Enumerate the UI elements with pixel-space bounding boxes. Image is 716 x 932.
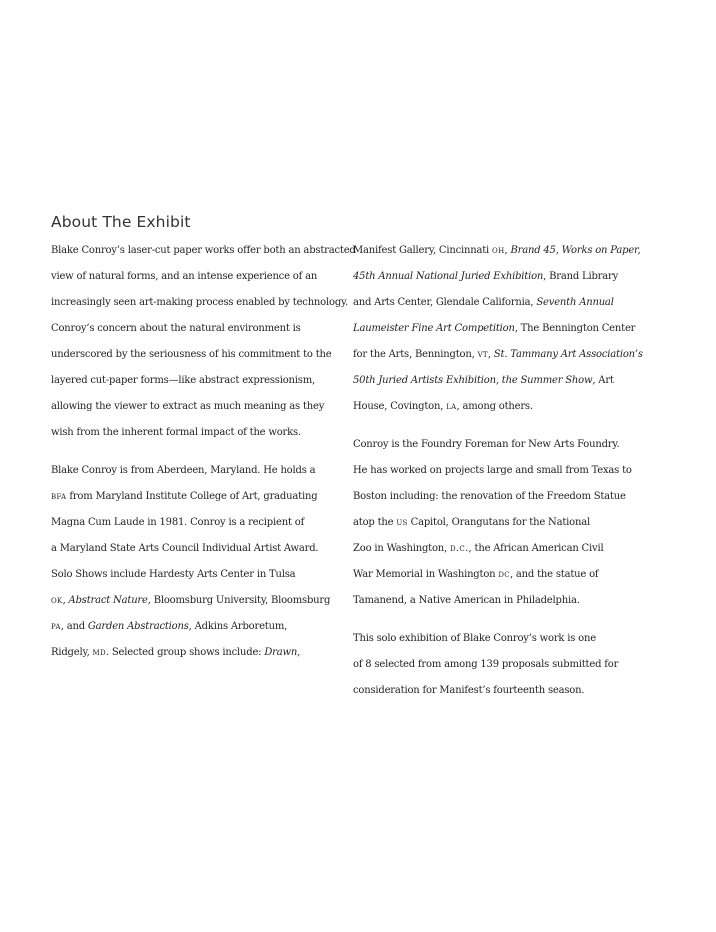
paragraph <box>51 238 356 446</box>
text-line: Blake Conroy is from Aberdeen, Maryland. He holds a <box>51 465 316 476</box>
text-line: layered cut-paper forms—like abstract expressionism, <box>51 375 315 386</box>
text-line: pa, and Garden Abstractions, Adkins Arboretum, <box>51 621 288 632</box>
text-line: Boston including: the renovation of the Freedom Statue <box>353 491 626 502</box>
text-line: increasingly seen art-making process enabled by technology. <box>51 297 349 308</box>
abbreviation: bfa <box>51 491 67 502</box>
abbreviation: d.c. <box>450 543 469 554</box>
italic-title: Brand 45, Works on Paper, <box>510 245 641 256</box>
text-line: of 8 selected from among 139 proposals submitted for <box>353 659 619 670</box>
text-line: a Maryland State Arts Council Individual Artist Award. <box>51 543 319 554</box>
text-line: This solo exhibition of Blake Conroy’s work is one <box>353 633 596 644</box>
text-line: consideration for Manifest’s fourteenth season. <box>353 685 585 696</box>
text-line: Laumeister Fine Art Competition, The Bennington Center <box>353 323 636 334</box>
text-line: Manifest Gallery, Cincinnati oh, Brand 45, Works on Paper, <box>353 245 641 256</box>
text-line: He has worked on projects large and small from Texas to <box>353 465 632 476</box>
abbreviation: oh <box>492 245 505 256</box>
italic-title: Seventh Annual <box>536 297 614 308</box>
text-line: and Arts Center, Glendale California, Seventh Annual <box>353 297 614 308</box>
paragraph <box>353 432 632 614</box>
italic-title: Laumeister Fine Art Competition <box>353 323 515 334</box>
text-line: Ridgely, md. Selected group shows include: Drawn, <box>51 647 301 658</box>
text-line: underscored by the seriousness of his commitment to the <box>51 349 332 360</box>
abbreviation: la <box>446 401 457 412</box>
abbreviation: dc <box>498 569 510 580</box>
text-line: Magna Cum Laude in 1981. Conroy is a recipient of <box>51 517 305 528</box>
text-line: Tamanend, a Native American in Philadelphia. <box>353 595 580 606</box>
italic-title: Abstract Nature <box>68 595 148 606</box>
paragraph <box>51 458 331 666</box>
text-line: House, Covington, la, among others. <box>353 401 533 412</box>
text-line: wish from the inherent formal impact of the works. <box>51 427 301 438</box>
text-line: ok, Abstract Nature, Bloomsburg University, Bloomsburg <box>51 595 331 606</box>
text-line: Conroy is the Foundry Foreman for New Arts Foundry. <box>353 439 620 450</box>
text-line: bfa from Maryland Institute College of Art, graduating <box>51 491 318 502</box>
right-text-column <box>353 238 643 716</box>
abbreviation: vt <box>477 349 488 360</box>
text-line: 50th Juried Artists Exhibition, the Summer Show, Art <box>353 375 614 386</box>
section-heading: About The Exhibit <box>51 213 191 231</box>
text-line: War Memorial in Washington dc, and the statue of <box>353 569 599 580</box>
abbreviation: md <box>92 647 106 658</box>
italic-title: Drawn, <box>264 647 301 658</box>
left-text-column <box>51 238 356 678</box>
text-line: view of natural forms, and an intense experience of an <box>51 271 318 282</box>
text-line: allowing the viewer to extract as much meaning as they <box>51 401 325 412</box>
text-line: Conroy’s concern about the natural environment is <box>51 323 301 334</box>
text-line: atop the us Capitol, Orangutans for the National <box>353 517 590 528</box>
abbreviation: ok <box>51 595 63 606</box>
text-line: Solo Shows include Hardesty Arts Center in Tulsa <box>51 569 296 580</box>
text-line: for the Arts, Bennington, vt, St. Tammany Art Association’s <box>353 349 643 360</box>
abbreviation: pa <box>51 621 61 632</box>
text-line: Zoo in Washington, d.c., the African American Civil <box>353 543 604 554</box>
paragraph <box>353 238 643 420</box>
abbreviation: us <box>396 517 408 528</box>
italic-title: 45th Annual National Juried Exhibition <box>353 271 544 282</box>
text-line: Blake Conroy’s laser-cut paper works offer both an abstracted <box>51 245 356 256</box>
italic-title: Garden Abstractions <box>87 621 189 632</box>
paragraph <box>353 626 628 704</box>
italic-title: 50th Juried Artists Exhibition, the Summer Show <box>353 375 593 386</box>
italic-title: St. Tammany Art Association’s <box>493 349 643 360</box>
text-line: 45th Annual National Juried Exhibition, Brand Library <box>353 271 619 282</box>
